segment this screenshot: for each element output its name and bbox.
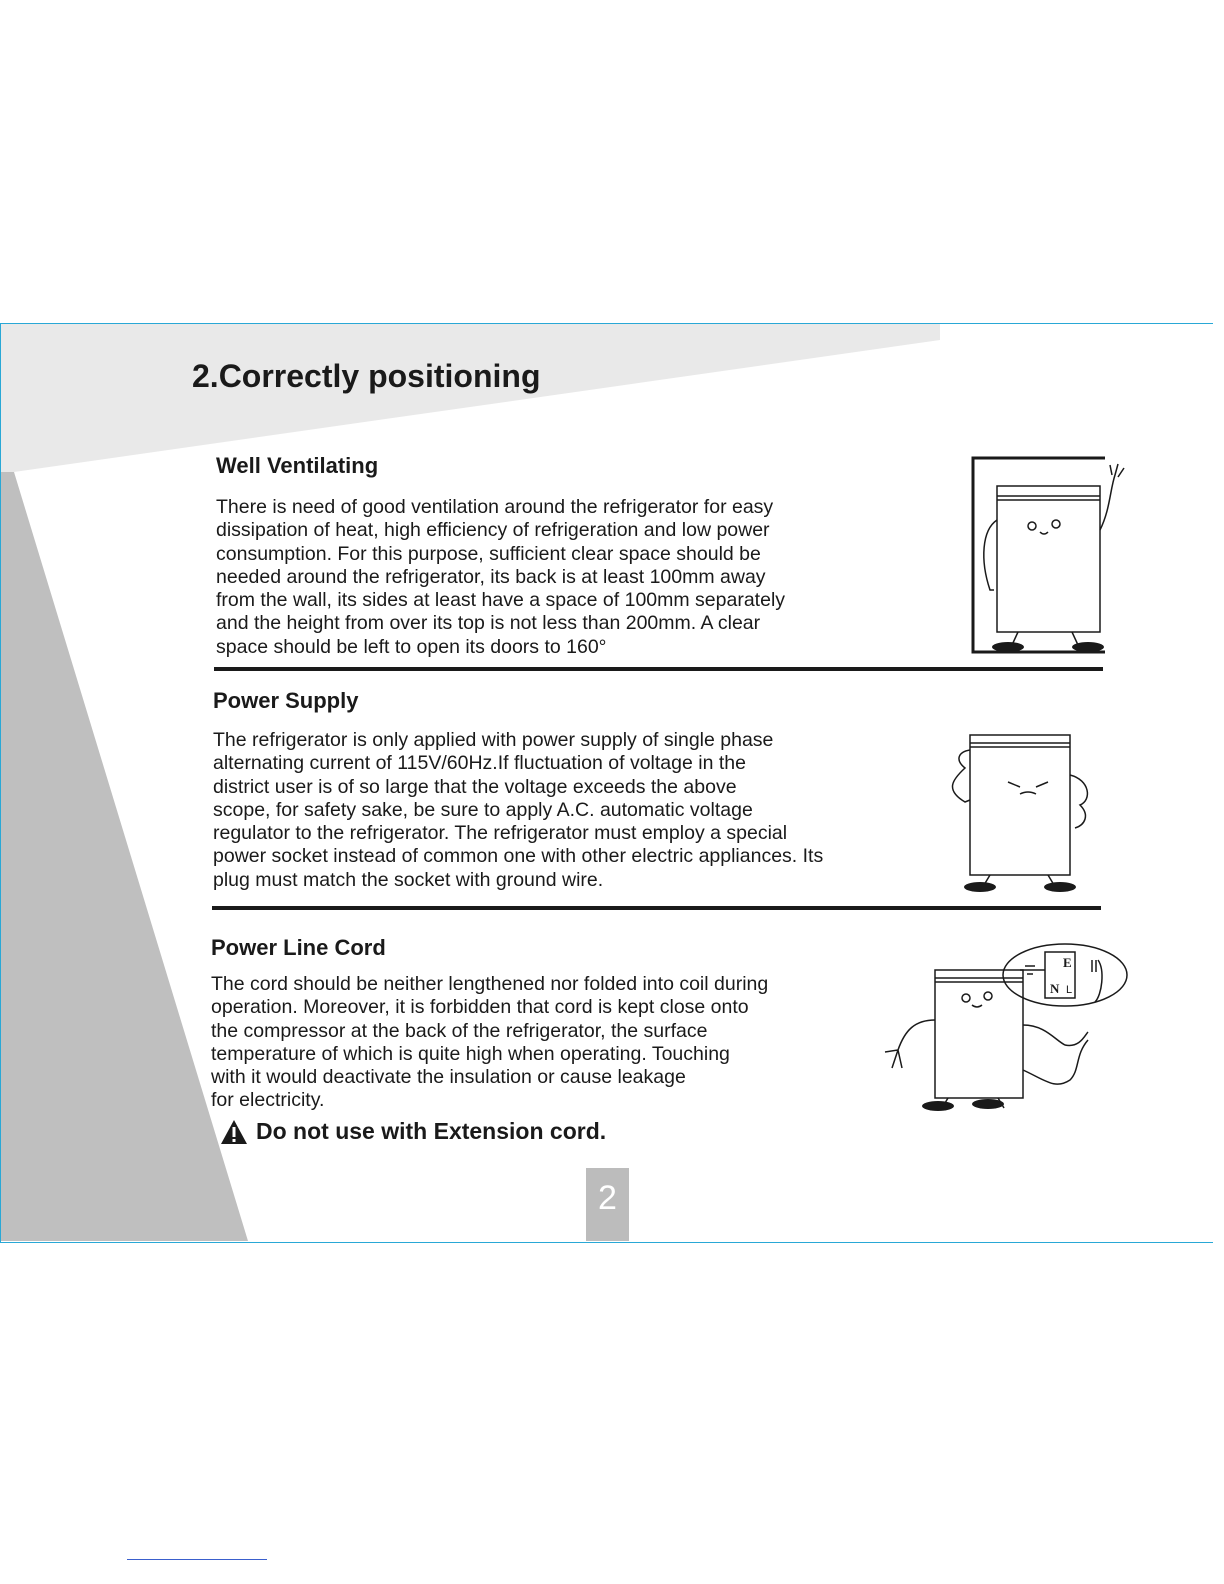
warning-triangle-icon (220, 1119, 248, 1145)
warning-notice (220, 1118, 606, 1145)
socket-live-label: L (1066, 984, 1073, 996)
section-divider (214, 667, 1103, 671)
socket-neutral-label: N (1050, 981, 1060, 996)
section-text-power-line-cord: The cord should be neither lengthened nor folded into coil during operation. Moreover, it is forbidden that cord is kept close onto the compressor at the back of the refrigerator, the surface temperature of which is quite high when operating. Touching with it would deactivate the insulation or cause leakage for electricity. (211, 973, 769, 1112)
section-heading-power-line-cord: Power Line Cord (211, 935, 386, 960)
warning-text: Do not use with Extension cord. (256, 1118, 607, 1144)
section-heading-power-supply: Power Supply (213, 688, 359, 713)
fridge-ventilation-illustration (960, 450, 1140, 660)
page-number: 2 (586, 1168, 629, 1241)
page-title: 2.Correctly positioning (192, 358, 541, 394)
socket-earth-label: E (1063, 955, 1072, 970)
section-text-well-ventilating: There is need of good ventilation around the refrigerator for easy dissipation of heat, high efficiency of refrigeration and low power consumption. For this purpose, sufficient clear space should be needed around the refrigerator, its back is at least 100mm away from the wall, its sides at least have a space of 100mm separately and the height from over its top is not less than 200mm. A clear space should be left to open its doors to 160° (216, 496, 786, 658)
section-divider (212, 906, 1101, 910)
footer-line (127, 1559, 267, 1560)
section-heading-well-ventilating: Well Ventilating (216, 453, 379, 478)
fridge-power-supply-illustration (940, 730, 1100, 895)
section-text-power-supply: The refrigerator is only applied with power supply of single phase alternating current of 115V/60Hz.If fluctuation of voltage in the district user is of so large that the voltage exceeds the above scope, for safety sake, be sure to apply A.C. automatic voltage regulator to the refrigerator. The refrigerator must employ a special power socket instead of common one with other electric appliances. Its plug must match the socket with ground wire. (213, 729, 824, 891)
fridge-power-cord-illustration (870, 940, 1135, 1115)
